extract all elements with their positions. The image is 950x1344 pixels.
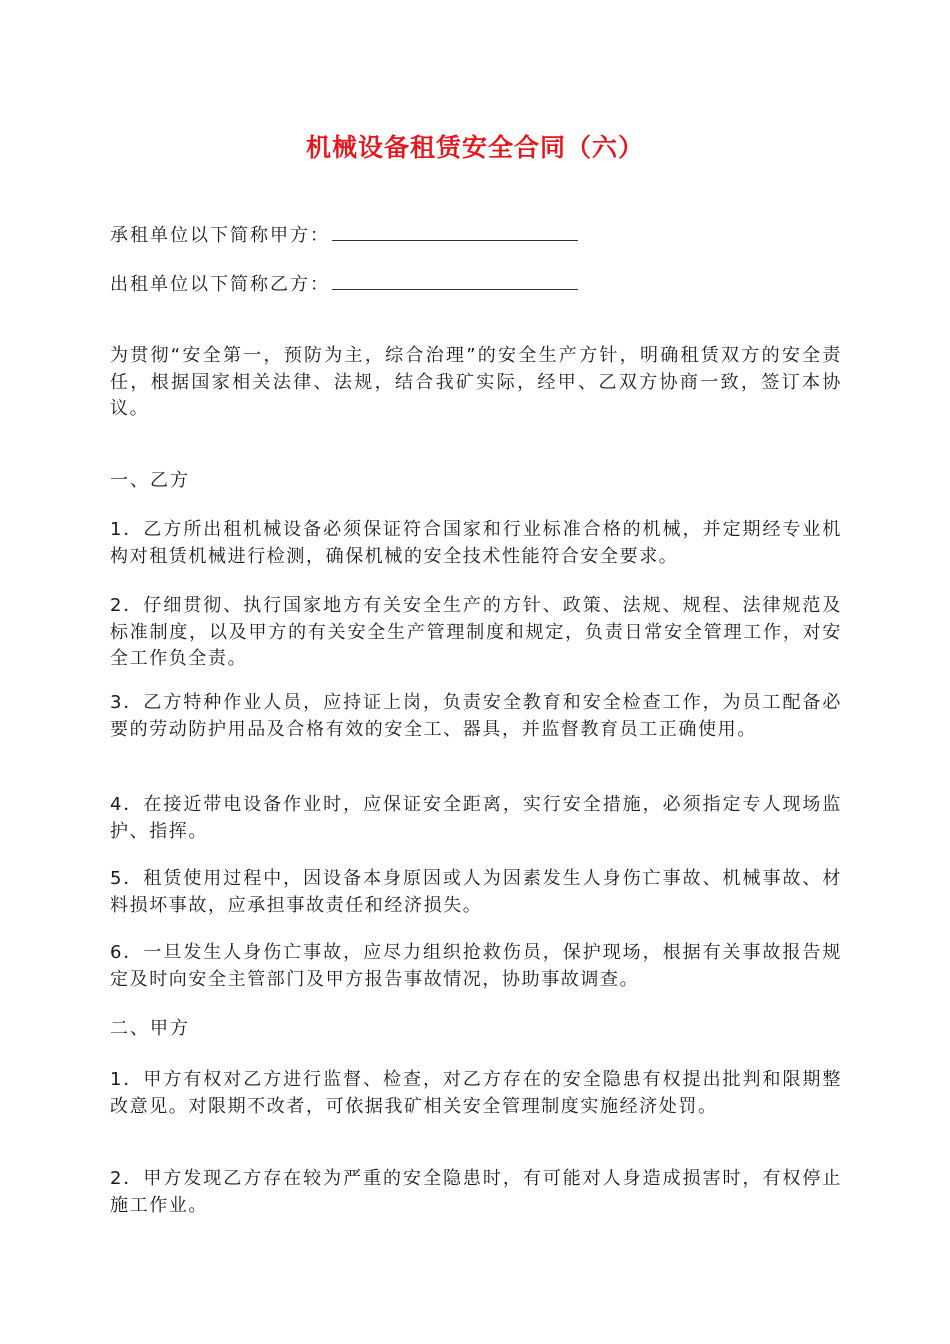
- section-heading-lessee: 二、甲方: [110, 1018, 190, 1039]
- lessee-clause-2: 2．甲方发现乙方存在较为严重的安全隐患时，有可能对人身造成损害时，有权停止施工作业。: [110, 1168, 842, 1216]
- lessor-clause-5: 5．租赁使用过程中，因设备本身原因或人为因素发生人身伤亡事故、机械事故、材料损坏事故，应承担事故责任和经济损失。: [110, 868, 842, 916]
- intro-paragraph: 为贯彻“安全第一，预防为主，综合治理”的安全生产方针，明确租赁双方的安全责任，根据国家相关法律、法规，结合我矿实际，经甲、乙双方协商一致，签订本协议。: [110, 345, 842, 419]
- lessee-label: 承租单位以下简称甲方：: [110, 225, 330, 246]
- lessor-clause-1: 1．乙方所出租机械设备必须保证符合国家和行业标准合格的机械，并定期经专业机构对租赁机械进行检测，确保机械的安全技术性能符合安全要求。: [110, 519, 842, 567]
- lessee-clause-1: 1．甲方有权对乙方进行监督、检查，对乙方存在的安全隐患有权提出批判和限期整改意见。对限期不改者，可依据我矿相关安全管理制度实施经济处罚。: [110, 1069, 842, 1117]
- lessor-label: 出租单位以下简称乙方：: [110, 274, 330, 295]
- lessor-clause-6: 6．一旦发生人身伤亡事故，应尽力组织抢救伤员，保护现场，根据有关事故报告规定及时向安全主管部门及甲方报告事故情况，协助事故调查。: [110, 942, 842, 990]
- lessor-blank-field[interactable]: [332, 271, 578, 290]
- lessee-blank-field[interactable]: [332, 222, 578, 241]
- lessor-clause-2: 2．仔细贯彻、执行国家地方有关安全生产的方针、政策、法规、规程、法律规范及标准制度，以及甲方的有关安全生产管理制度和规定，负责日常安全管理工作，对安全工作负全责。: [110, 595, 842, 669]
- document-title: 机械设备租赁安全合同（六）: [305, 133, 644, 162]
- lessee-line: [110, 222, 578, 249]
- lessor-line: [110, 271, 578, 298]
- lessor-clause-3: 3．乙方特种作业人员，应持证上岗，负责安全教育和安全检查工作，为员工配备必要的劳动防护用品及合格有效的安全工、器具，并监督教育员工正确使用。: [110, 692, 842, 740]
- section-heading-lessor: 一、乙方: [110, 470, 190, 491]
- lessor-clause-4: 4．在接近带电设备作业时，应保证安全距离，实行安全措施，必须指定专人现场监护、指挥。: [110, 794, 842, 842]
